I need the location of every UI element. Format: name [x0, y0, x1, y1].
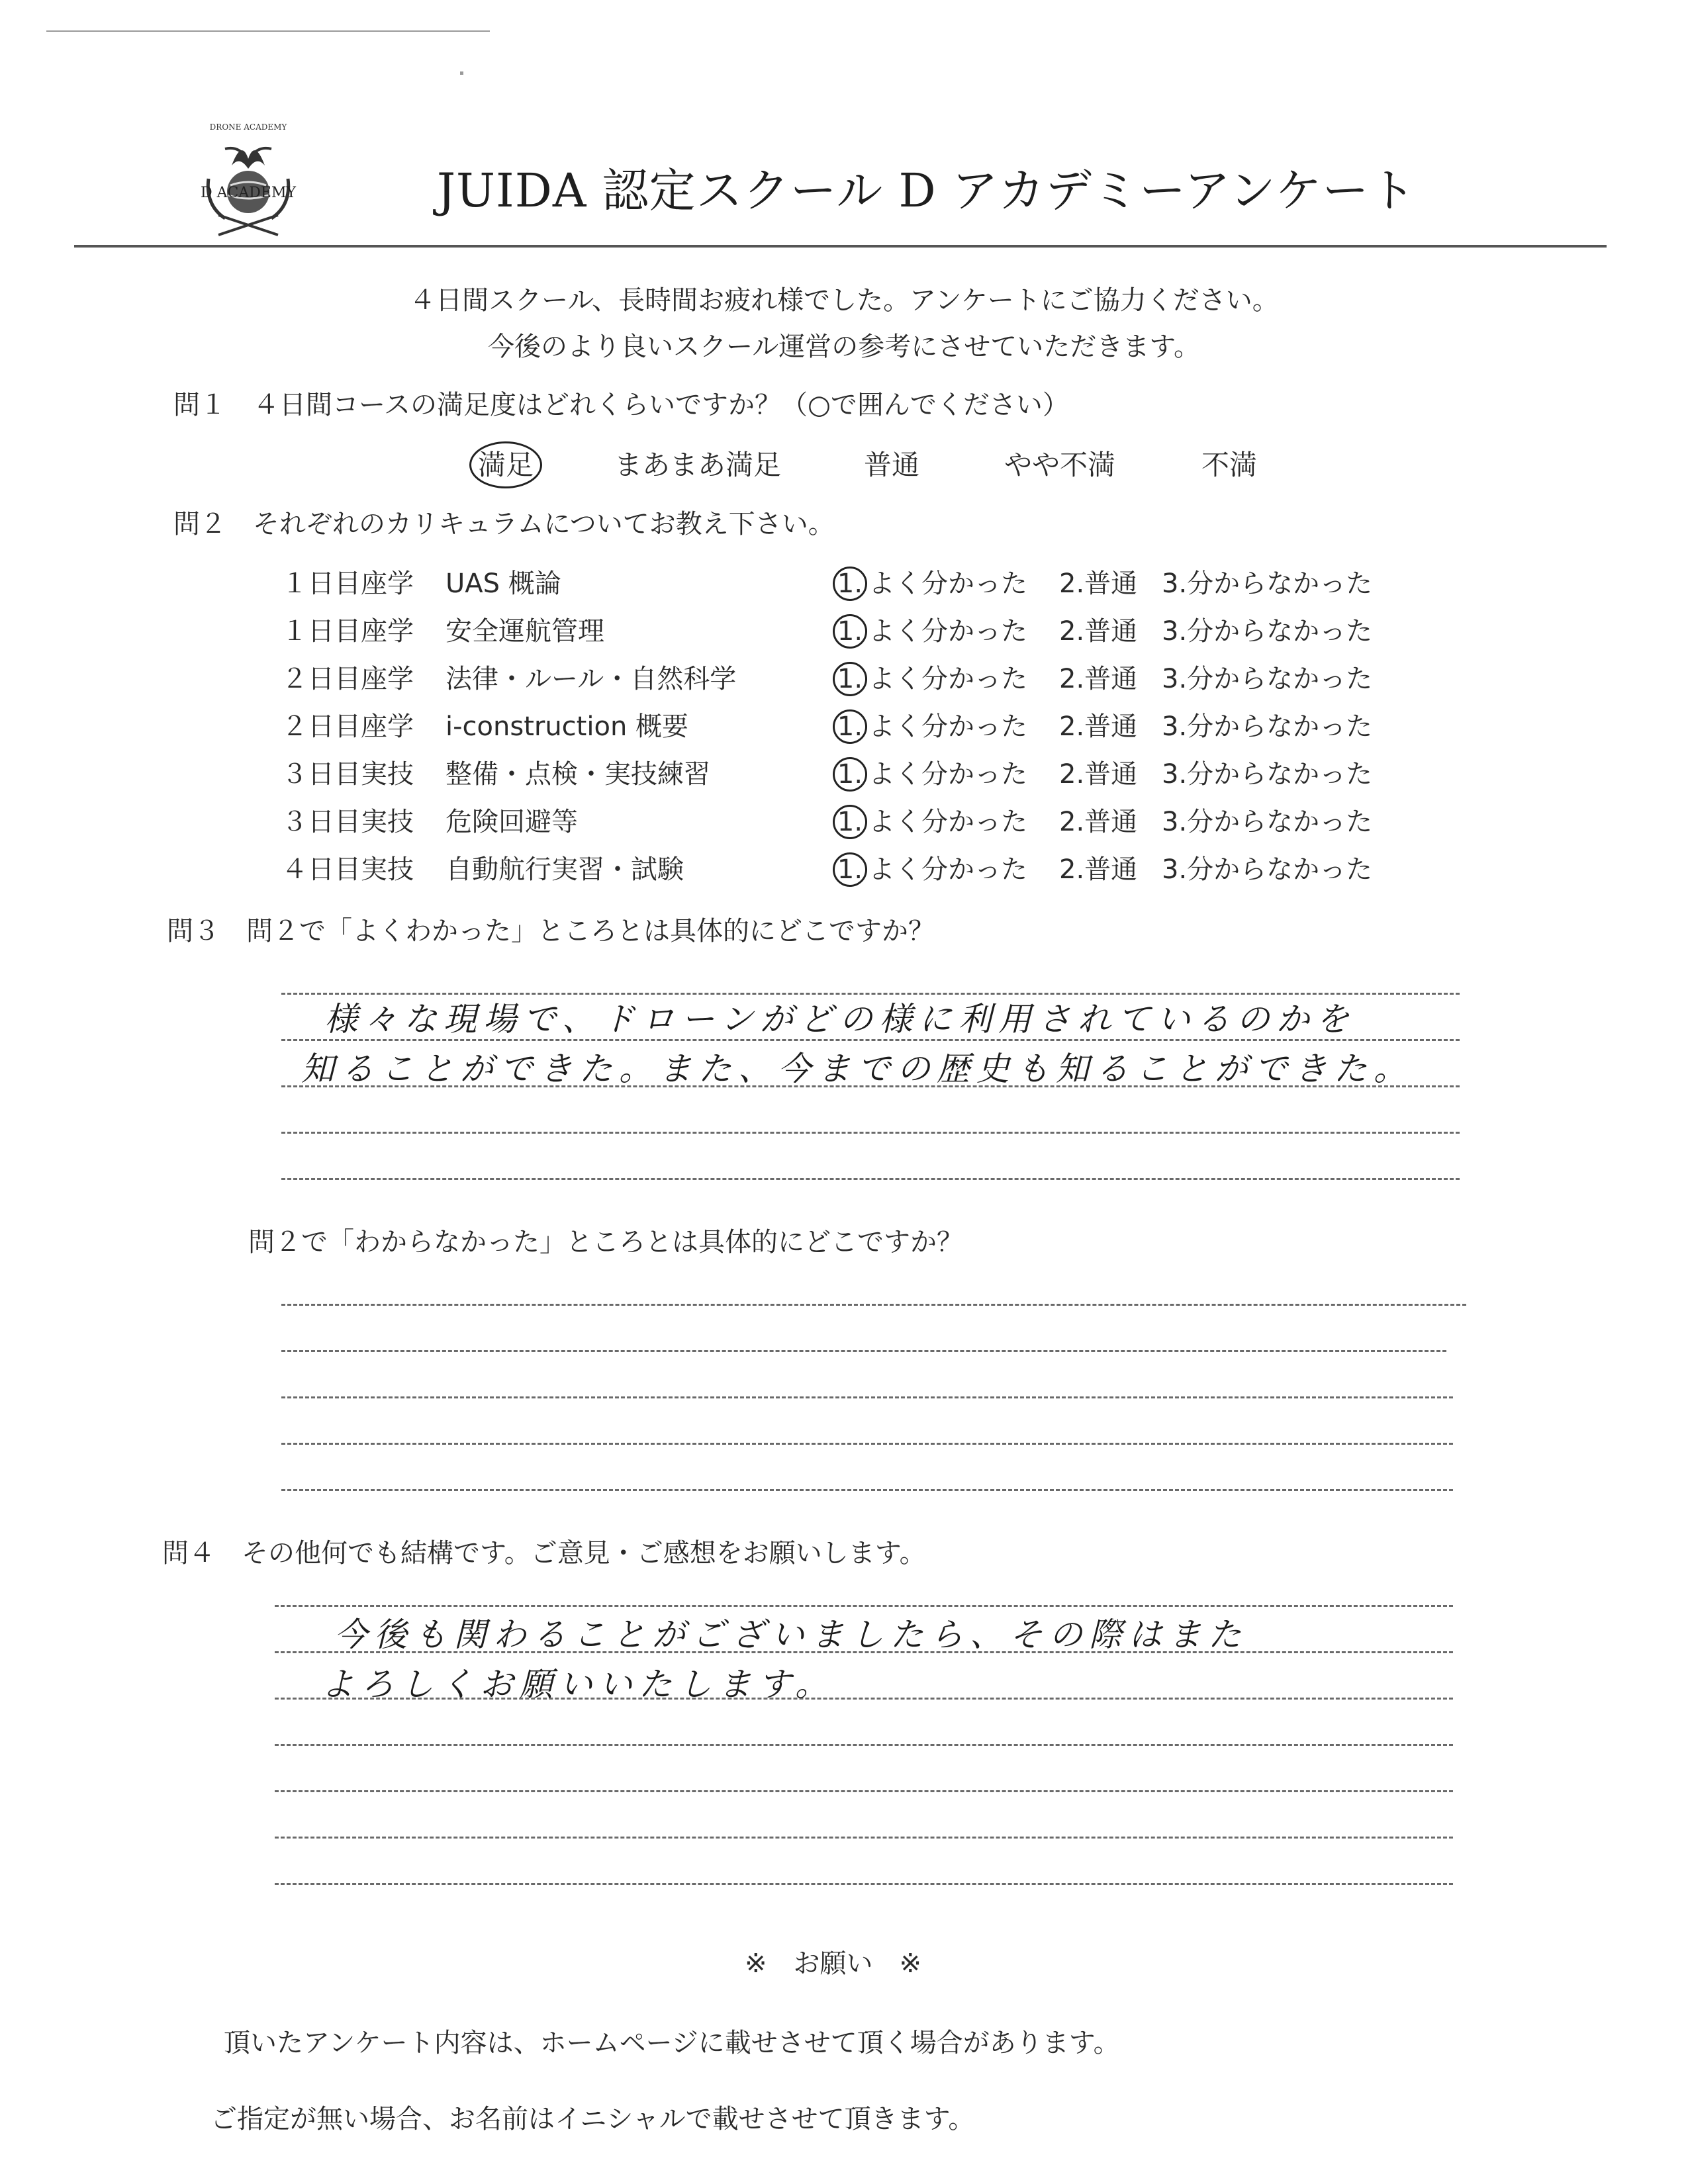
q1-option-somewhat-dissatisfied[interactable]: やや不満: [1004, 449, 1116, 481]
rating-option-3[interactable]: 3.分からなかった: [1162, 807, 1373, 837]
answer-line: [275, 1605, 1453, 1607]
q1-option-dissatisfied[interactable]: 不満: [1201, 449, 1258, 481]
question-3-sub-label: 問２で「わからなかった」ところとは具体的にどこですか？: [248, 1227, 963, 1257]
svg-text:D ACADEMY: D ACADEMY: [201, 185, 296, 201]
answer-line: [281, 1396, 1453, 1398]
q4-answer-line-2: よろしくお願いいたします。: [321, 1665, 835, 1704]
rating-selected-circle: 1.: [833, 852, 867, 887]
page-title: JUIDA 認定スクール D アカデミーアンケート: [437, 163, 1417, 218]
rating-option-2[interactable]: 2.普通: [1059, 616, 1138, 647]
answer-line: [281, 1304, 1466, 1306]
rating-option-3[interactable]: 3.分からなかった: [1162, 616, 1373, 647]
rating-option-1[interactable]: 1. よく分かった: [833, 801, 1027, 839]
rating-option-1[interactable]: 1. よく分かった: [833, 705, 1027, 744]
rating-selected-circle: 1.: [833, 662, 867, 696]
rating-option-1[interactable]: 1. よく分かった: [833, 848, 1027, 887]
intro-line-1: ４日間スクール、長時間お疲れ様でした。アンケートにご協力ください。: [409, 285, 1279, 316]
rating-option-1[interactable]: 1. よく分かった: [833, 610, 1027, 649]
notice-title: ※ お願い ※: [745, 1948, 922, 1979]
q4-answer-line-1: 今後も関わることがございましたら、その際はまた: [334, 1615, 1248, 1654]
curriculum-day: ４日目実技: [281, 854, 414, 885]
scan-artifact-line: [46, 30, 490, 32]
answer-line: [275, 1790, 1453, 1792]
q1-selected-circle: 満足: [469, 441, 542, 488]
rating-option-3[interactable]: 3.分からなかった: [1162, 759, 1373, 790]
q3-answer-line-1: 様々な現場で、ドローンがどの様に利用されているのかを: [324, 1000, 1356, 1038]
rating-option-2[interactable]: 2.普通: [1059, 807, 1138, 837]
rating-option-3[interactable]: 3.分からなかった: [1162, 664, 1373, 694]
rating-option-1[interactable]: 1. よく分かった: [833, 753, 1027, 792]
curriculum-day: ２日目座学: [281, 711, 414, 742]
svg-text:DRONE ACADEMY: DRONE ACADEMY: [209, 122, 287, 132]
rating-option-3[interactable]: 3.分からなかった: [1162, 569, 1373, 599]
answer-line: [281, 1350, 1446, 1352]
scan-artifact-dot: [460, 71, 463, 75]
curriculum-subject: 自動航行実習・試験: [445, 854, 684, 885]
answer-line: [281, 1443, 1453, 1445]
notice-line-1: 頂いたアンケート内容は、ホームページに載せさせて頂く場合があります。: [224, 2028, 1120, 2058]
rating-selected-circle: 1.: [833, 805, 867, 839]
notice-line-2: ご指定が無い場合、お名前はイニシャルで載せさせて頂きます。: [211, 2104, 975, 2134]
rating-option-1[interactable]: 1. よく分かった: [833, 658, 1027, 696]
rating-option-3[interactable]: 3.分からなかった: [1162, 711, 1373, 742]
q1-option-neutral[interactable]: 普通: [864, 449, 920, 481]
rating-option-2[interactable]: 2.普通: [1059, 569, 1138, 599]
rating-selected-circle: 1.: [833, 709, 867, 744]
rating-option-2[interactable]: 2.普通: [1059, 854, 1138, 885]
answer-line: [275, 1883, 1453, 1885]
curriculum-day: １日目座学: [281, 616, 414, 647]
question-1-label: 問１ ４日間コースの満足度はどれくらいですか？（○で囲んでください）: [173, 390, 1069, 420]
question-2-label: 問２ それぞれのカリキュラムについてお教え下さい。: [173, 509, 835, 539]
answer-line: [281, 1489, 1453, 1491]
q3-answer-line-2: 知ることができた。また、今までの歴史も知ることができた。: [301, 1050, 1413, 1088]
question-4-label: 問４ その他何でも結構です。ご意見・ご感想をお願いします。: [162, 1538, 926, 1569]
curriculum-subject: 危険回避等: [445, 807, 578, 837]
rating-option-2[interactable]: 2.普通: [1059, 664, 1138, 694]
rating-selected-circle: 1.: [833, 757, 867, 792]
rating-selected-circle: 1.: [833, 567, 867, 601]
answer-line: [281, 1132, 1460, 1134]
curriculum-day: ３日目実技: [281, 807, 414, 837]
curriculum-subject: UAS 概論: [445, 569, 561, 599]
curriculum-subject: 法律・ルール・自然科学: [445, 664, 737, 694]
rating-selected-circle: 1.: [833, 614, 867, 649]
rating-option-3[interactable]: 3.分からなかった: [1162, 854, 1373, 885]
q1-option-satisfied[interactable]: [478, 443, 542, 483]
answer-line: [275, 1744, 1453, 1746]
academy-logo: [179, 119, 318, 251]
curriculum-day: １日目座学: [281, 569, 414, 599]
curriculum-subject: i-construction 概要: [445, 711, 689, 742]
rating-option-2[interactable]: 2.普通: [1059, 711, 1138, 742]
curriculum-day: ２日目座学: [281, 664, 414, 694]
rating-option-1[interactable]: 1. よく分かった: [833, 563, 1027, 601]
rating-option-2[interactable]: 2.普通: [1059, 759, 1138, 790]
curriculum-subject: 整備・点検・実技練習: [445, 759, 710, 790]
intro-line-2: 今後のより良いスクール運営の参考にさせていただきます。: [488, 332, 1200, 362]
question-3-label: 問３ 問２で「よくわかった」ところとは具体的にどこですか？: [167, 916, 935, 946]
curriculum-day: ３日目実技: [281, 759, 414, 790]
q1-option-somewhat-satisfied[interactable]: まあまあ満足: [614, 449, 782, 481]
header-divider: [74, 245, 1607, 248]
curriculum-subject: 安全運航管理: [445, 616, 604, 647]
answer-line: [281, 1178, 1460, 1180]
answer-line: [275, 1837, 1453, 1839]
